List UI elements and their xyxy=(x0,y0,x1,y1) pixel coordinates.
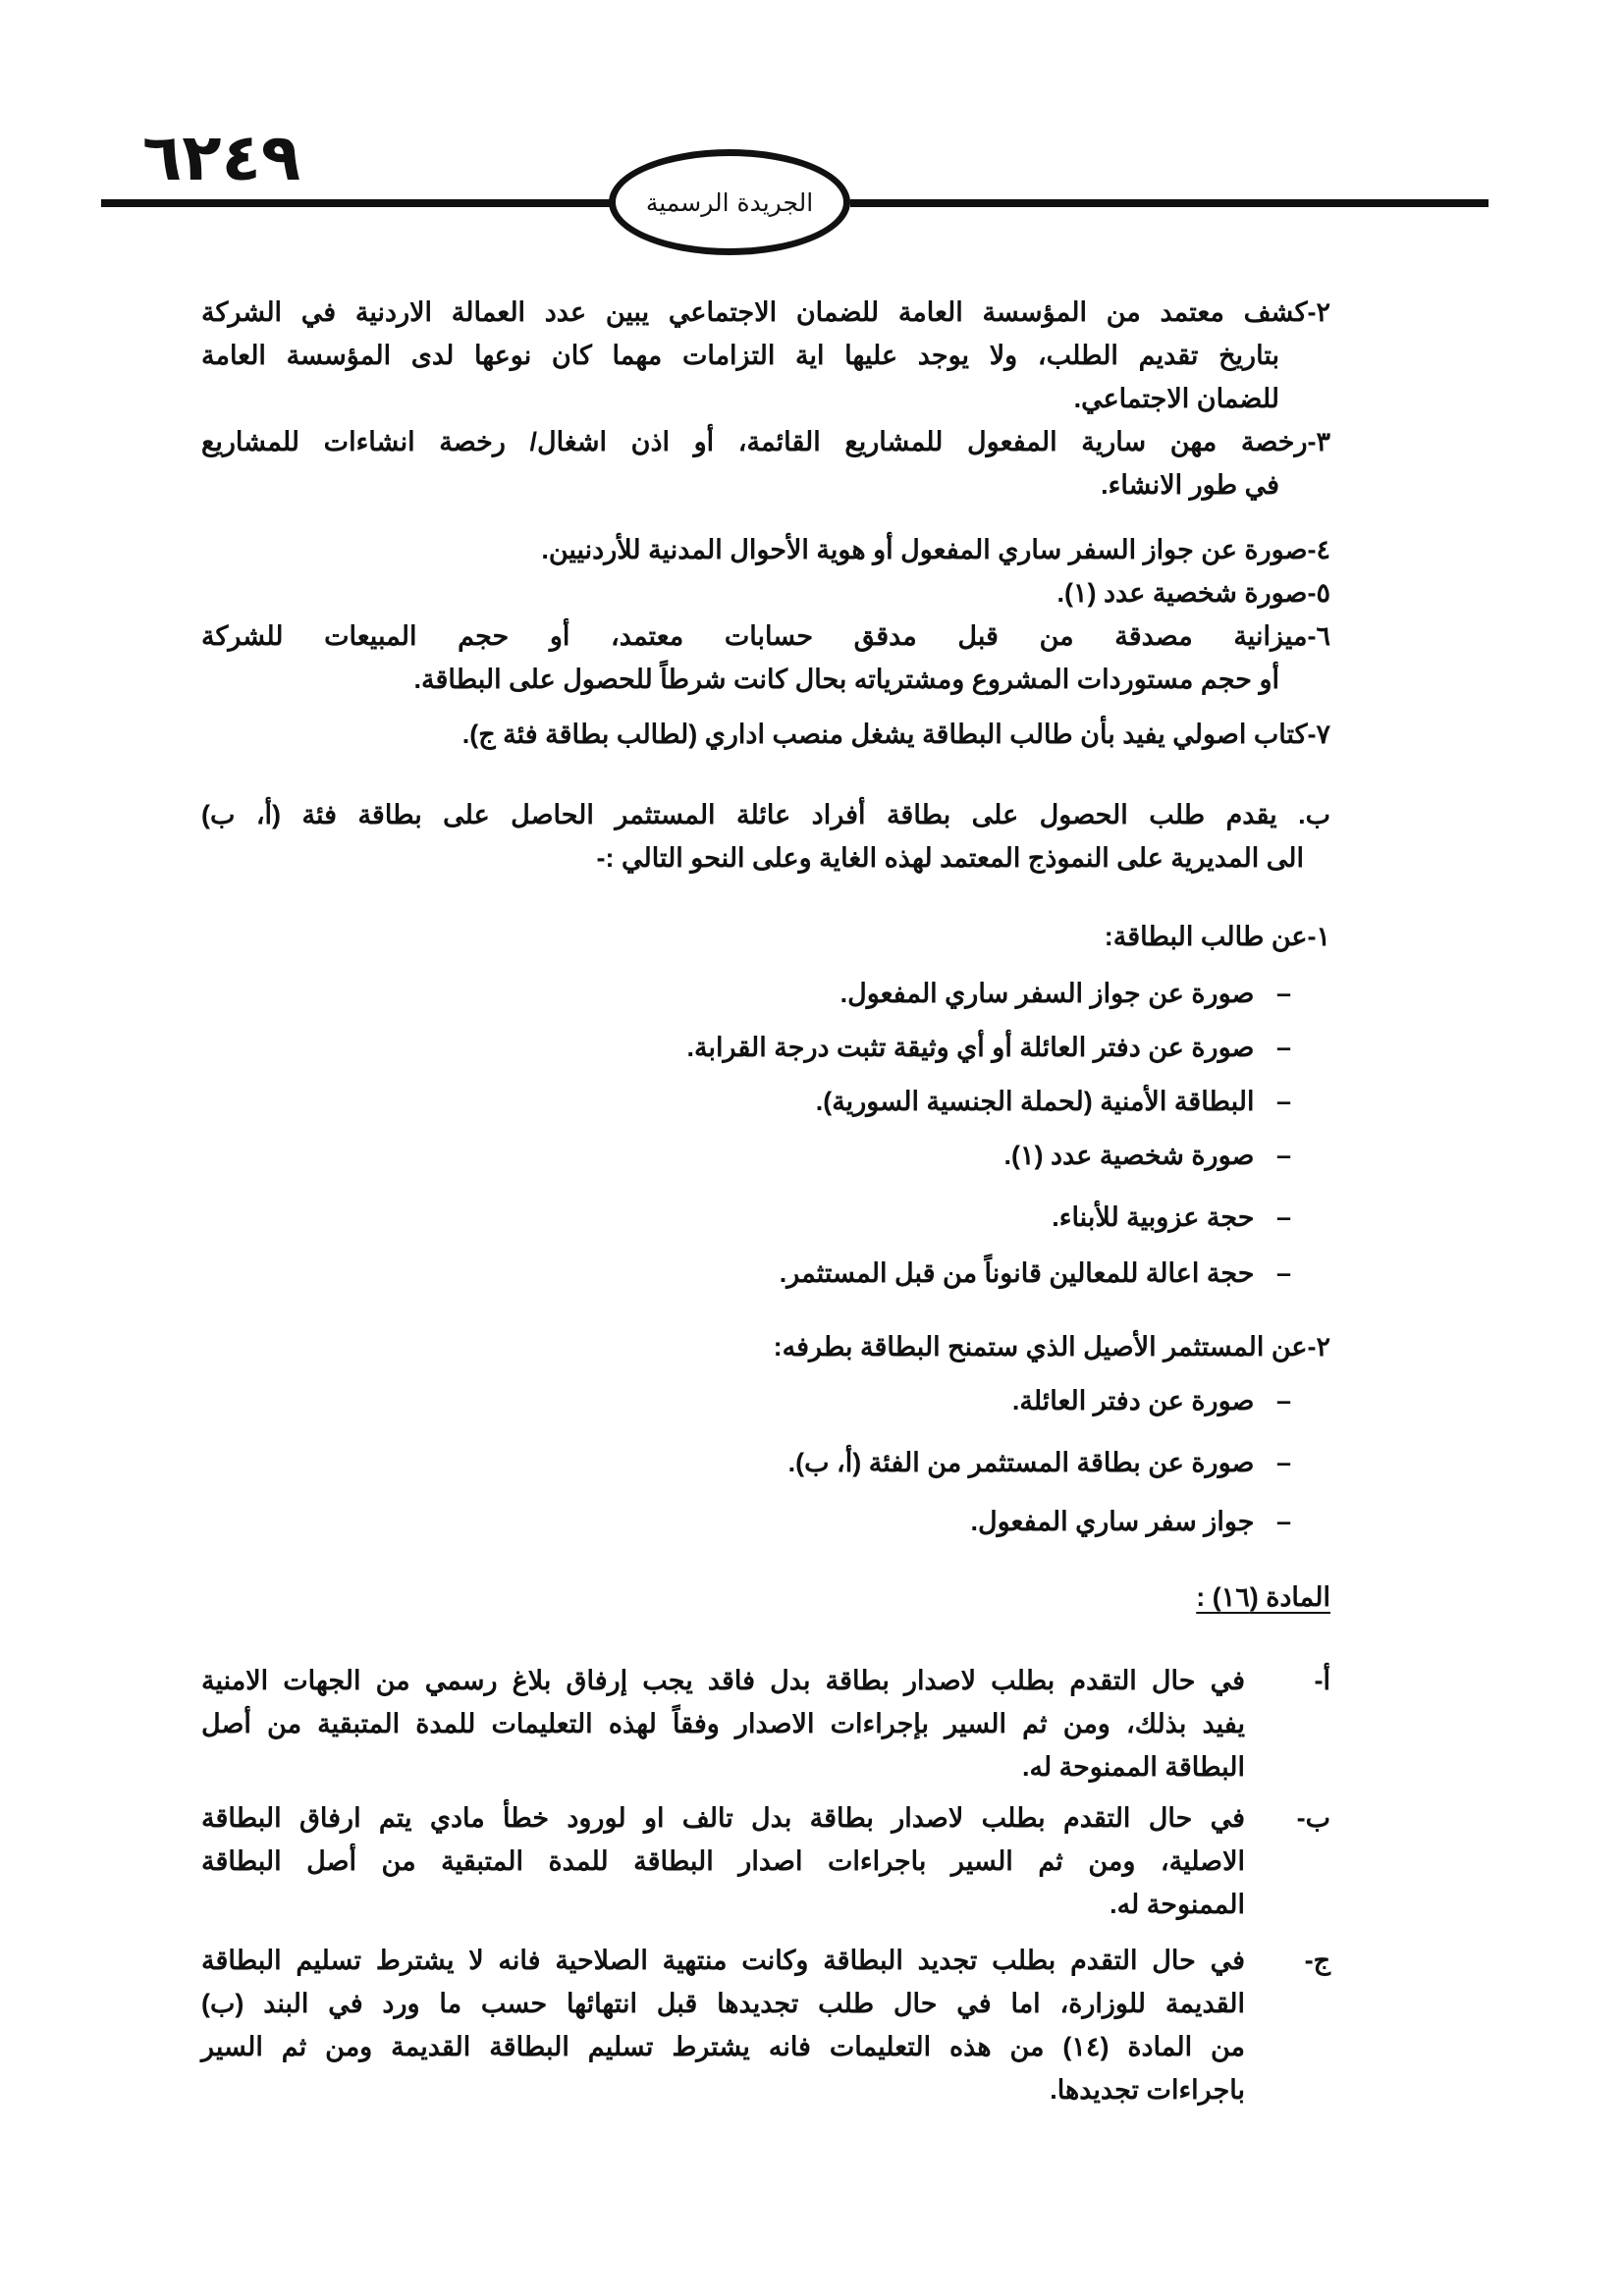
section-b-line-2: الى المديرية على النموذج المعتمد لهذه الغاية وعلى النحو التالي :- xyxy=(596,843,1304,873)
sub-1-bullet-4: – صورة شخصية عدد (١). xyxy=(1003,1141,1291,1170)
article-16-a-line-3: البطاقة الممنوحة له. xyxy=(1021,1752,1245,1782)
item-2-line-3: للضمان الاجتماعي. xyxy=(1073,384,1279,413)
sub-2-bullet-1: – صورة عن دفتر العائلة. xyxy=(1011,1386,1291,1415)
article-16-a-marker: أ- xyxy=(1314,1666,1330,1695)
sub-1-bullet-6: – حجة اعالة للمعالين قانوناً من قبل المستثمر. xyxy=(779,1258,1291,1288)
article-16-b-line-2: الاصلية، ومن ثم السير باجراءات اصدار البطاقة للمدة المتبقية من أصل البطاقة xyxy=(201,1846,1245,1876)
article-16-b-line-3: الممنوحة له. xyxy=(1110,1890,1245,1919)
gazette-title: الجريدة الرسمية xyxy=(645,187,814,217)
header-rule-right xyxy=(850,199,1489,207)
article-16-title: المادة (١٦) : xyxy=(1196,1582,1330,1612)
sub-1-bullet-2: – صورة عن دفتر العائلة أو أي وثيقة تثبت درجة القرابة. xyxy=(686,1033,1291,1062)
item-6-line-2: أو حجم مستوردات المشروع ومشترياته بحال كانت شرطاً للحصول على البطاقة. xyxy=(413,665,1279,694)
item-6-line-1: ٦-ميزانية مصدقة من قبل مدقق حسابات معتمد، أو حجم المبيعات للشركة xyxy=(201,621,1330,651)
section-b-line-1: ب. يقدم طلب الحصول على بطاقة أفراد عائلة المستثمر الحاصل على بطاقة فئة (أ، ب) xyxy=(201,800,1330,829)
article-16-c-line-4: باجراءات تجديدها. xyxy=(1050,2075,1245,2105)
bullet-text: حجة اعالة للمعالين قانوناً من قبل المستثمر. xyxy=(779,1258,1255,1288)
bullet-text: جواز سفر ساري المفعول. xyxy=(970,1507,1255,1536)
page-number: ٦٢٤٩ xyxy=(142,120,301,195)
item-4: ٤-صورة عن جواز السفر ساري المفعول أو هوية الأحوال المدنية للأردنيين. xyxy=(541,535,1330,564)
article-16-b-marker: ب- xyxy=(1296,1803,1330,1833)
bullet-text: صورة عن جواز السفر ساري المفعول. xyxy=(839,979,1255,1008)
bullet-text: حجة عزوبية للأبناء. xyxy=(1052,1202,1255,1232)
item-3-line-1: ٣-رخصة مهن سارية المفعول للمشاريع القائمة، أو اذن اشغال/ رخصة انشاءات للمشاريع xyxy=(201,427,1330,456)
bullet-text: صورة عن دفتر العائلة أو أي وثيقة تثبت درجة القرابة. xyxy=(686,1033,1255,1062)
sub-1-bullet-1: – صورة عن جواز السفر ساري المفعول. xyxy=(839,979,1291,1008)
sub-2-bullet-2: – صورة عن بطاقة المستثمر من الفئة (أ، ب). xyxy=(787,1448,1291,1477)
item-3-line-2: في طور الانشاء. xyxy=(1101,470,1279,500)
bullet-text: صورة عن دفتر العائلة. xyxy=(1011,1386,1255,1415)
item-2-line-1: ٢-كشف معتمد من المؤسسة العامة للضمان الاجتماعي يبين عدد العمالة الاردنية في الشركة xyxy=(201,297,1330,327)
article-16-a-line-2: يفيد بذلك، ومن ثم السير بإجراءات الاصدار وفقاً لهذه التعليمات للمدة المتبقية من أصل xyxy=(201,1709,1245,1738)
item-2-line-2: بتاريخ تقديم الطلب، ولا يوجد عليها اية التزامات مهما كان نوعها لدى المؤسسة العامة xyxy=(201,341,1279,370)
sub-2-bullet-3: – جواز سفر ساري المفعول. xyxy=(970,1507,1291,1536)
article-16-c-marker: ج- xyxy=(1304,1946,1330,1975)
article-16-c-line-3: من المادة (١٤) من هذه التعليمات فانه يشترط تسليم البطاقة القديمة ومن ثم السير xyxy=(201,2032,1246,2061)
bullet-text: البطاقة الأمنية (لحملة الجنسية السورية). xyxy=(815,1087,1255,1116)
article-16-c-line-2: القديمة للوزارة، اما في حال طلب تجديدها قبل انتهائها حسب ما ورد في البند (ب) xyxy=(201,1989,1245,2018)
header-rule-left xyxy=(101,199,612,207)
sub-2-heading: ٢-عن المستثمر الأصيل الذي ستمنح البطاقة بطرفه: xyxy=(773,1332,1330,1362)
bullet-text: صورة عن بطاقة المستثمر من الفئة (أ، ب). xyxy=(787,1448,1255,1477)
gazette-title-oval xyxy=(609,149,850,255)
sub-1-bullet-3: – البطاقة الأمنية (لحملة الجنسية السورية). xyxy=(815,1087,1291,1116)
sub-1-bullet-5: – حجة عزوبية للأبناء. xyxy=(1052,1202,1291,1232)
bullet-text: صورة شخصية عدد (١). xyxy=(1003,1141,1255,1170)
article-16-b-line-1: في حال التقدم بطلب لاصدار بطاقة بدل تالف او لورود خطأ مادي يتم ارفاق البطاقة xyxy=(201,1803,1245,1833)
article-16-a-line-1: في حال التقدم بطلب لاصدار بطاقة بدل فاقد يجب إرفاق بلاغ رسمي من الجهات الامنية xyxy=(201,1666,1245,1695)
item-7: ٧-كتاب اصولي يفيد بأن طالب البطاقة يشغل منصب اداري (لطالب بطاقة فئة ج). xyxy=(461,720,1330,749)
article-16-c-line-1: في حال التقدم بطلب تجديد البطاقة وكانت منتهية الصلاحية فانه لا يشترط تسليم البطاقة xyxy=(201,1946,1245,1975)
sub-1-heading: ١-عن طالب البطاقة: xyxy=(1104,922,1330,951)
item-5: ٥-صورة شخصية عدد (١). xyxy=(1056,578,1330,608)
